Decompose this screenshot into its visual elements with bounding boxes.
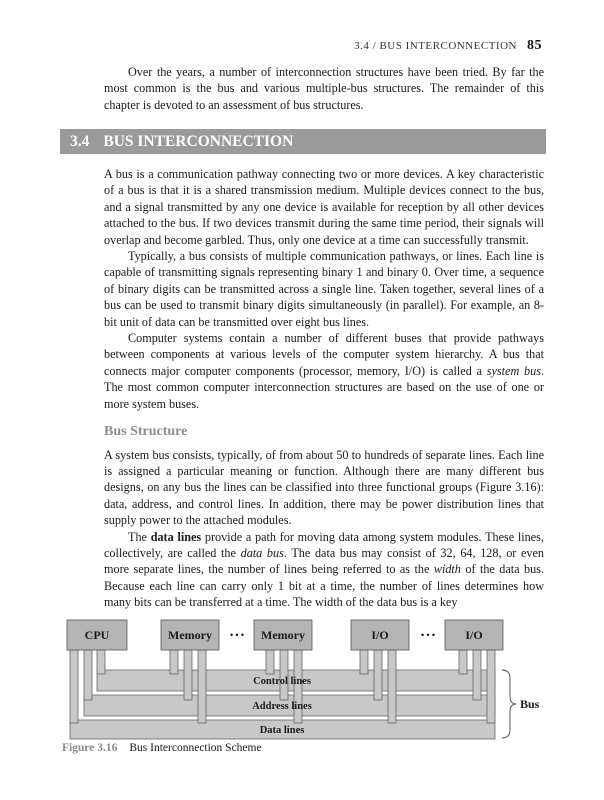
module-label-memory-2: Memory <box>261 628 305 642</box>
term-system-bus: system bus <box>486 363 541 378</box>
intro-section <box>104 64 544 113</box>
bus-brace <box>502 670 516 738</box>
term-width: width <box>433 562 461 577</box>
figure-title: Bus Interconnection Scheme <box>129 742 262 754</box>
ellipsis-1: • • • <box>230 630 244 640</box>
module-label-memory-1: Memory <box>168 628 212 642</box>
paragraph-3: Computer systems contain a number of different buses that provide pathways between components at various levels of the computer system hierarchy. A bus that connects major computer components (processor, memory, I/O) is called a system bus. The most common computer interconnection structures are based on the use of one or more system buses. <box>104 331 544 411</box>
page-number: 85 <box>527 38 542 53</box>
bus-diagram-svg <box>62 612 552 740</box>
data-lines-label: Data lines <box>259 725 305 736</box>
paragraph-4: A system bus consists, typically, of from about 50 to hundreds of separate lines. Each line is assigned a particular meaning or function. Although there are many different bus designs, on any bus the lines can be classified into three functional groups (Figure 3.16): data, address, and control lines. In addition, there may be power distribution lines that supply power to the attached modules. <box>104 447 544 528</box>
paragraph-5: The data lines provide a path for moving data among system modules. These lines, collectively, are called the data bus. The data bus may consist of 32, 64, 128, or even more separate lines, the number of lines being referred to as the width of the data bus. Because each line can carry only 1 bit at a time, the number of lines determines how many bits can be transferred at a time. The width of the data bus is a key <box>104 529 545 610</box>
section-body <box>104 166 544 611</box>
ellipsis-2: • • • <box>421 630 435 640</box>
paragraph-2: Typically, a bus consists of multiple communication pathways, or lines. Each line is capable of transmitting signals representing binary 1 and binary 0. Over time, a sequence of binary digits can be transmitted across a single line. Taken together, several lines of a bus can be used to transmit binary digits simultaneously (in parallel). For example, an 8-bit unit of data can be transmitted over eight bus lines. <box>104 249 544 329</box>
bus-interconnection-diagram <box>62 612 552 740</box>
module-label-io-2: I/O <box>465 628 483 642</box>
subheading-bus-structure: Bus Structure <box>104 424 188 440</box>
figure-caption <box>62 742 262 754</box>
term-data-bus: data bus <box>240 545 284 560</box>
section-banner <box>60 129 546 154</box>
section-title: BUS INTERCONNECTION <box>103 133 294 150</box>
running-header <box>354 38 542 54</box>
intro-paragraph: Over the years, a number of interconnection structures have been tried. By far the most common is the bus and various multiple-bus structures. The remainder of this chapter is devoted to an assessment of bus structures. <box>104 65 544 112</box>
section-number: 3.4 <box>70 133 90 150</box>
control-lines-label: Control lines <box>253 676 311 687</box>
module-label-cpu: CPU <box>84 628 110 642</box>
running-title: 3.4 / BUS INTERCONNECTION <box>354 40 517 52</box>
term-data-lines: data lines <box>150 529 202 544</box>
figure-number: Figure 3.16 <box>62 742 118 754</box>
bus-label: Bus <box>520 697 540 711</box>
paragraph-1: A bus is a communication pathway connecting two or more devices. A key characteristic of a bus is that it is a shared transmission medium. Multiple devices connect to the bus, and a signal transmitted by any one device is available for reception by all other devices attached to the bus. If two devices transmit during the same time period, their signals will overlap and become garbled. Thus, only one device at a time can successfully transmit. <box>104 167 544 247</box>
address-lines-label: Address lines <box>252 701 312 712</box>
module-label-io-1: I/O <box>371 628 389 642</box>
